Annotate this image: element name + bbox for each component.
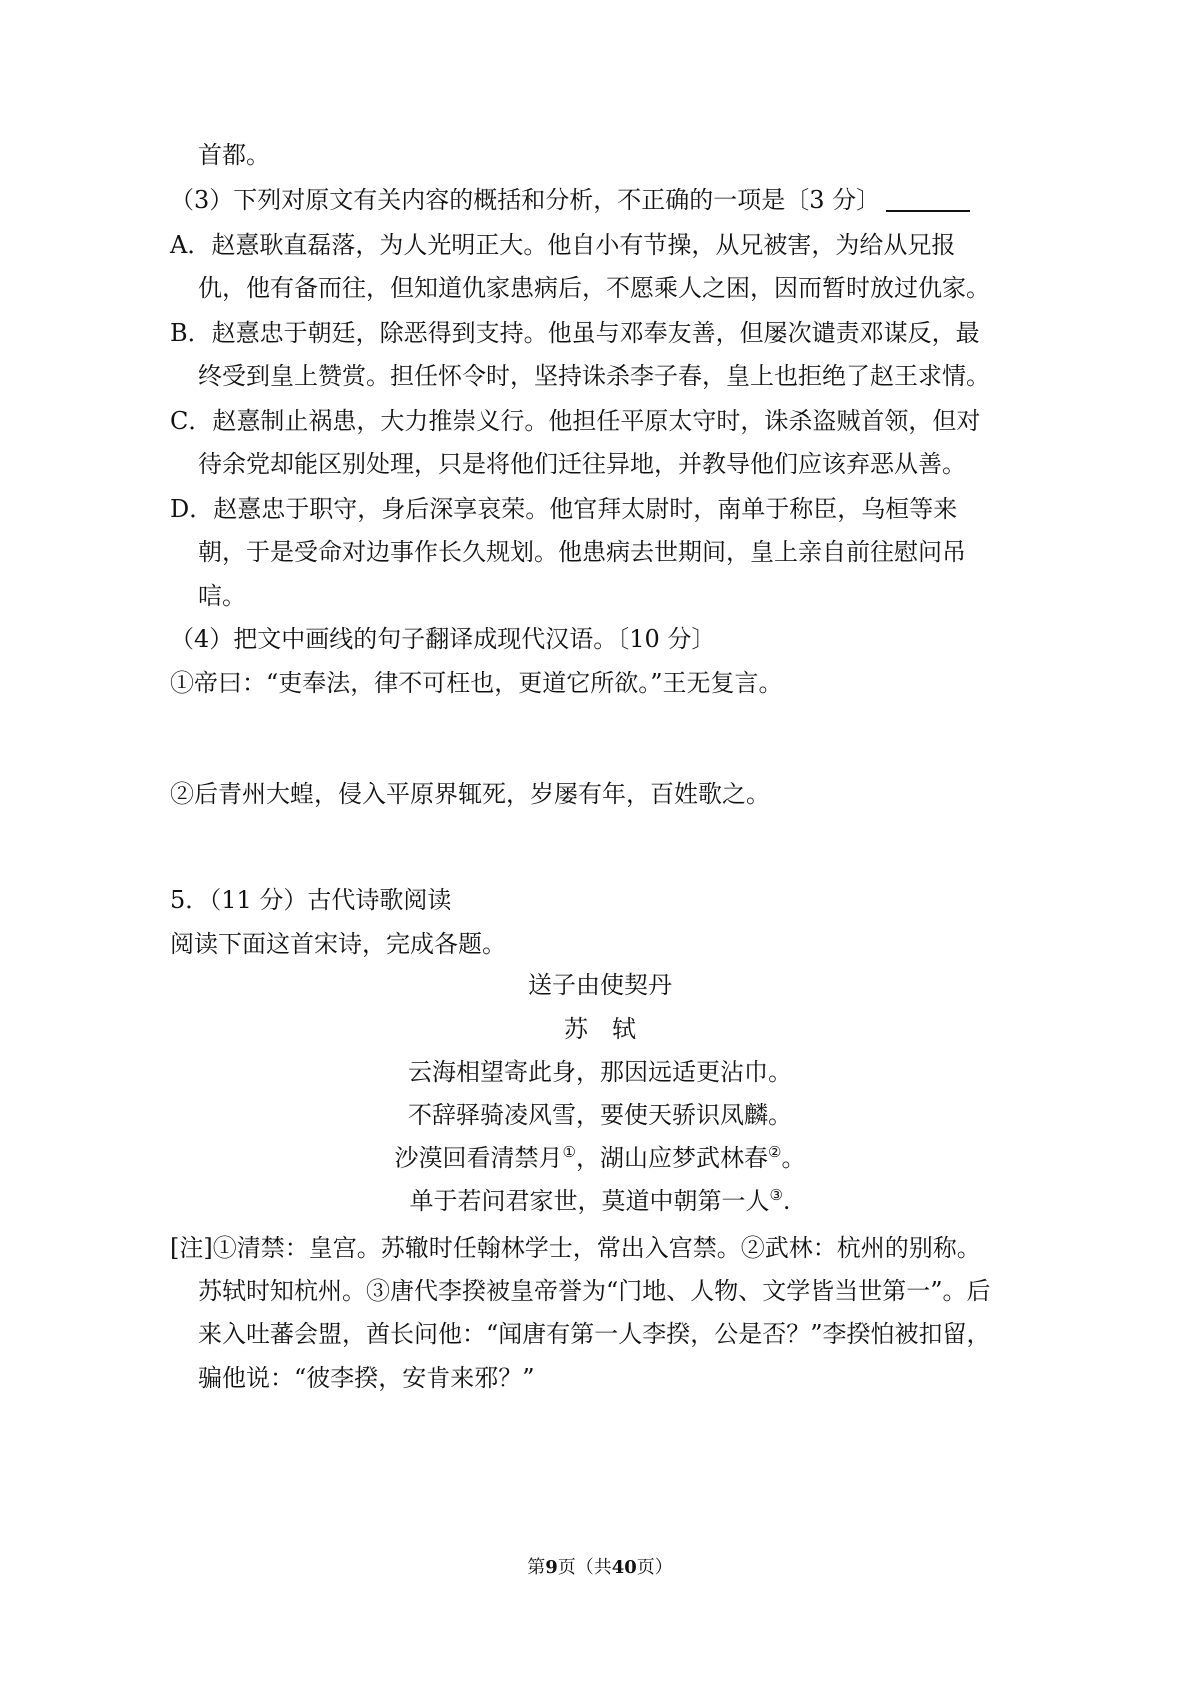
- footer-text: 页）: [636, 1557, 673, 1578]
- poem-line-1: 云海相望寄此身，那因远适更沾巾。: [408, 1058, 792, 1086]
- option-b-line1: [170, 317, 980, 349]
- poem-text: .: [782, 1187, 791, 1215]
- continuation-line: 首都。: [198, 141, 270, 169]
- option-d-line2: 朝，于是受命对边事作长久规划。他患病去世期间，皇上亲自前往慰问吊: [198, 538, 966, 566]
- answer-blank: [886, 188, 970, 212]
- option-c-line2: 待余党却能区别处理，只是将他们迁往异地，并教导他们应该弃恶从善。: [198, 450, 966, 478]
- option-text: 赵憙耿直磊落，为人光明正大。他自小有节操，从兄被害，为给从兄报: [211, 231, 956, 259]
- poem-text: 。: [781, 1144, 806, 1172]
- translation-sentence-2: ②后青州大蝗，侵入平原界辄死，岁屡有年，百姓歌之。: [170, 780, 770, 808]
- footer-text: 第: [527, 1557, 546, 1578]
- page-footer: [0, 1556, 1200, 1580]
- poem-line-2: 不辞驿骑凌风雪，要使天骄识凤麟。: [408, 1101, 792, 1129]
- notes-line-3: 来入吐蕃会盟，酋长问他：“闻唐有第一人李揆，公是否？”李揆怕被扣留，: [198, 1320, 991, 1348]
- poem-text: 沙漠回看清禁月: [394, 1144, 563, 1172]
- poem-title: 送子由使契丹: [528, 971, 672, 999]
- notes-line-1: [注]①清禁：皇宫。苏辙时任翰林学士，常出入宫禁。②武林：杭州的别称。: [170, 1234, 981, 1262]
- option-text: 赵憙忠于朝廷，除恶得到支持。他虽与邓奉友善，但屡次谴责邓谋反，最: [211, 319, 980, 347]
- option-label: B．: [170, 319, 212, 347]
- option-text: 赵憙忠于职守，身后深享哀荣。他官拜太尉时，南单于称臣，乌桓等来: [213, 495, 958, 523]
- poem-text: 单于若问君家世，莫道中朝第一人: [409, 1187, 770, 1215]
- option-label: A．: [170, 231, 212, 259]
- question-5-heading: 5．（11 分）古代诗歌阅读: [170, 886, 452, 914]
- option-d-line3: 唁。: [198, 582, 246, 610]
- option-label: C．: [170, 407, 213, 435]
- poem-author: 苏 轼: [564, 1015, 636, 1043]
- question-5-instruction: 阅读下面这首宋诗，完成各题。: [170, 930, 506, 958]
- option-d-line1: [170, 493, 957, 525]
- poem-line-4: [0, 1185, 1200, 1217]
- footnote-marker: ③: [769, 1186, 783, 1204]
- poem-line-3: [0, 1142, 1200, 1174]
- total-pages: 40: [611, 1557, 637, 1578]
- translation-sentence-1: ①帝曰：“吏奉法，律不可枉也，更道它所欲。”王无复言。: [170, 669, 783, 697]
- question-3-prompt: [170, 184, 970, 216]
- footnote-marker: ②: [768, 1143, 782, 1161]
- poem-text: ，湖山应梦武林春: [576, 1144, 768, 1172]
- question-4-prompt: （4）把文中画线的句子翻译成现代汉语。〔10 分〕: [170, 625, 716, 653]
- option-text: 赵憙制止祸患，大力推崇义行。他担任平原太守时，诛杀盗贼首领，但对: [212, 407, 981, 435]
- option-a-line2: 仇，他有备而往，但知道仇家患病后，不愿乘人之困，因而暂时放过仇家。: [198, 274, 990, 302]
- question-3-text: （3）下列对原文有关内容的概括和分析，不正确的一项是〔3 分〕: [170, 186, 881, 214]
- option-a-line1: [170, 229, 955, 261]
- page-number: 9: [545, 1557, 558, 1578]
- option-c-line1: [170, 405, 980, 437]
- option-b-line2: 终受到皇上赞赏。担任怀令时，坚持诛杀李子春，皇上也拒绝了赵王求情。: [198, 362, 990, 390]
- footer-text: 页（共: [557, 1557, 612, 1578]
- option-label: D．: [170, 495, 214, 523]
- footnote-marker: ①: [562, 1143, 576, 1161]
- notes-line-2: 苏轼时知杭州。③唐代李揆被皇帝誉为“门地、人物、文学皆当世第一”。后: [198, 1277, 991, 1305]
- notes-line-4: 骗他说：“彼李揆，安肯来邪？”: [198, 1364, 535, 1392]
